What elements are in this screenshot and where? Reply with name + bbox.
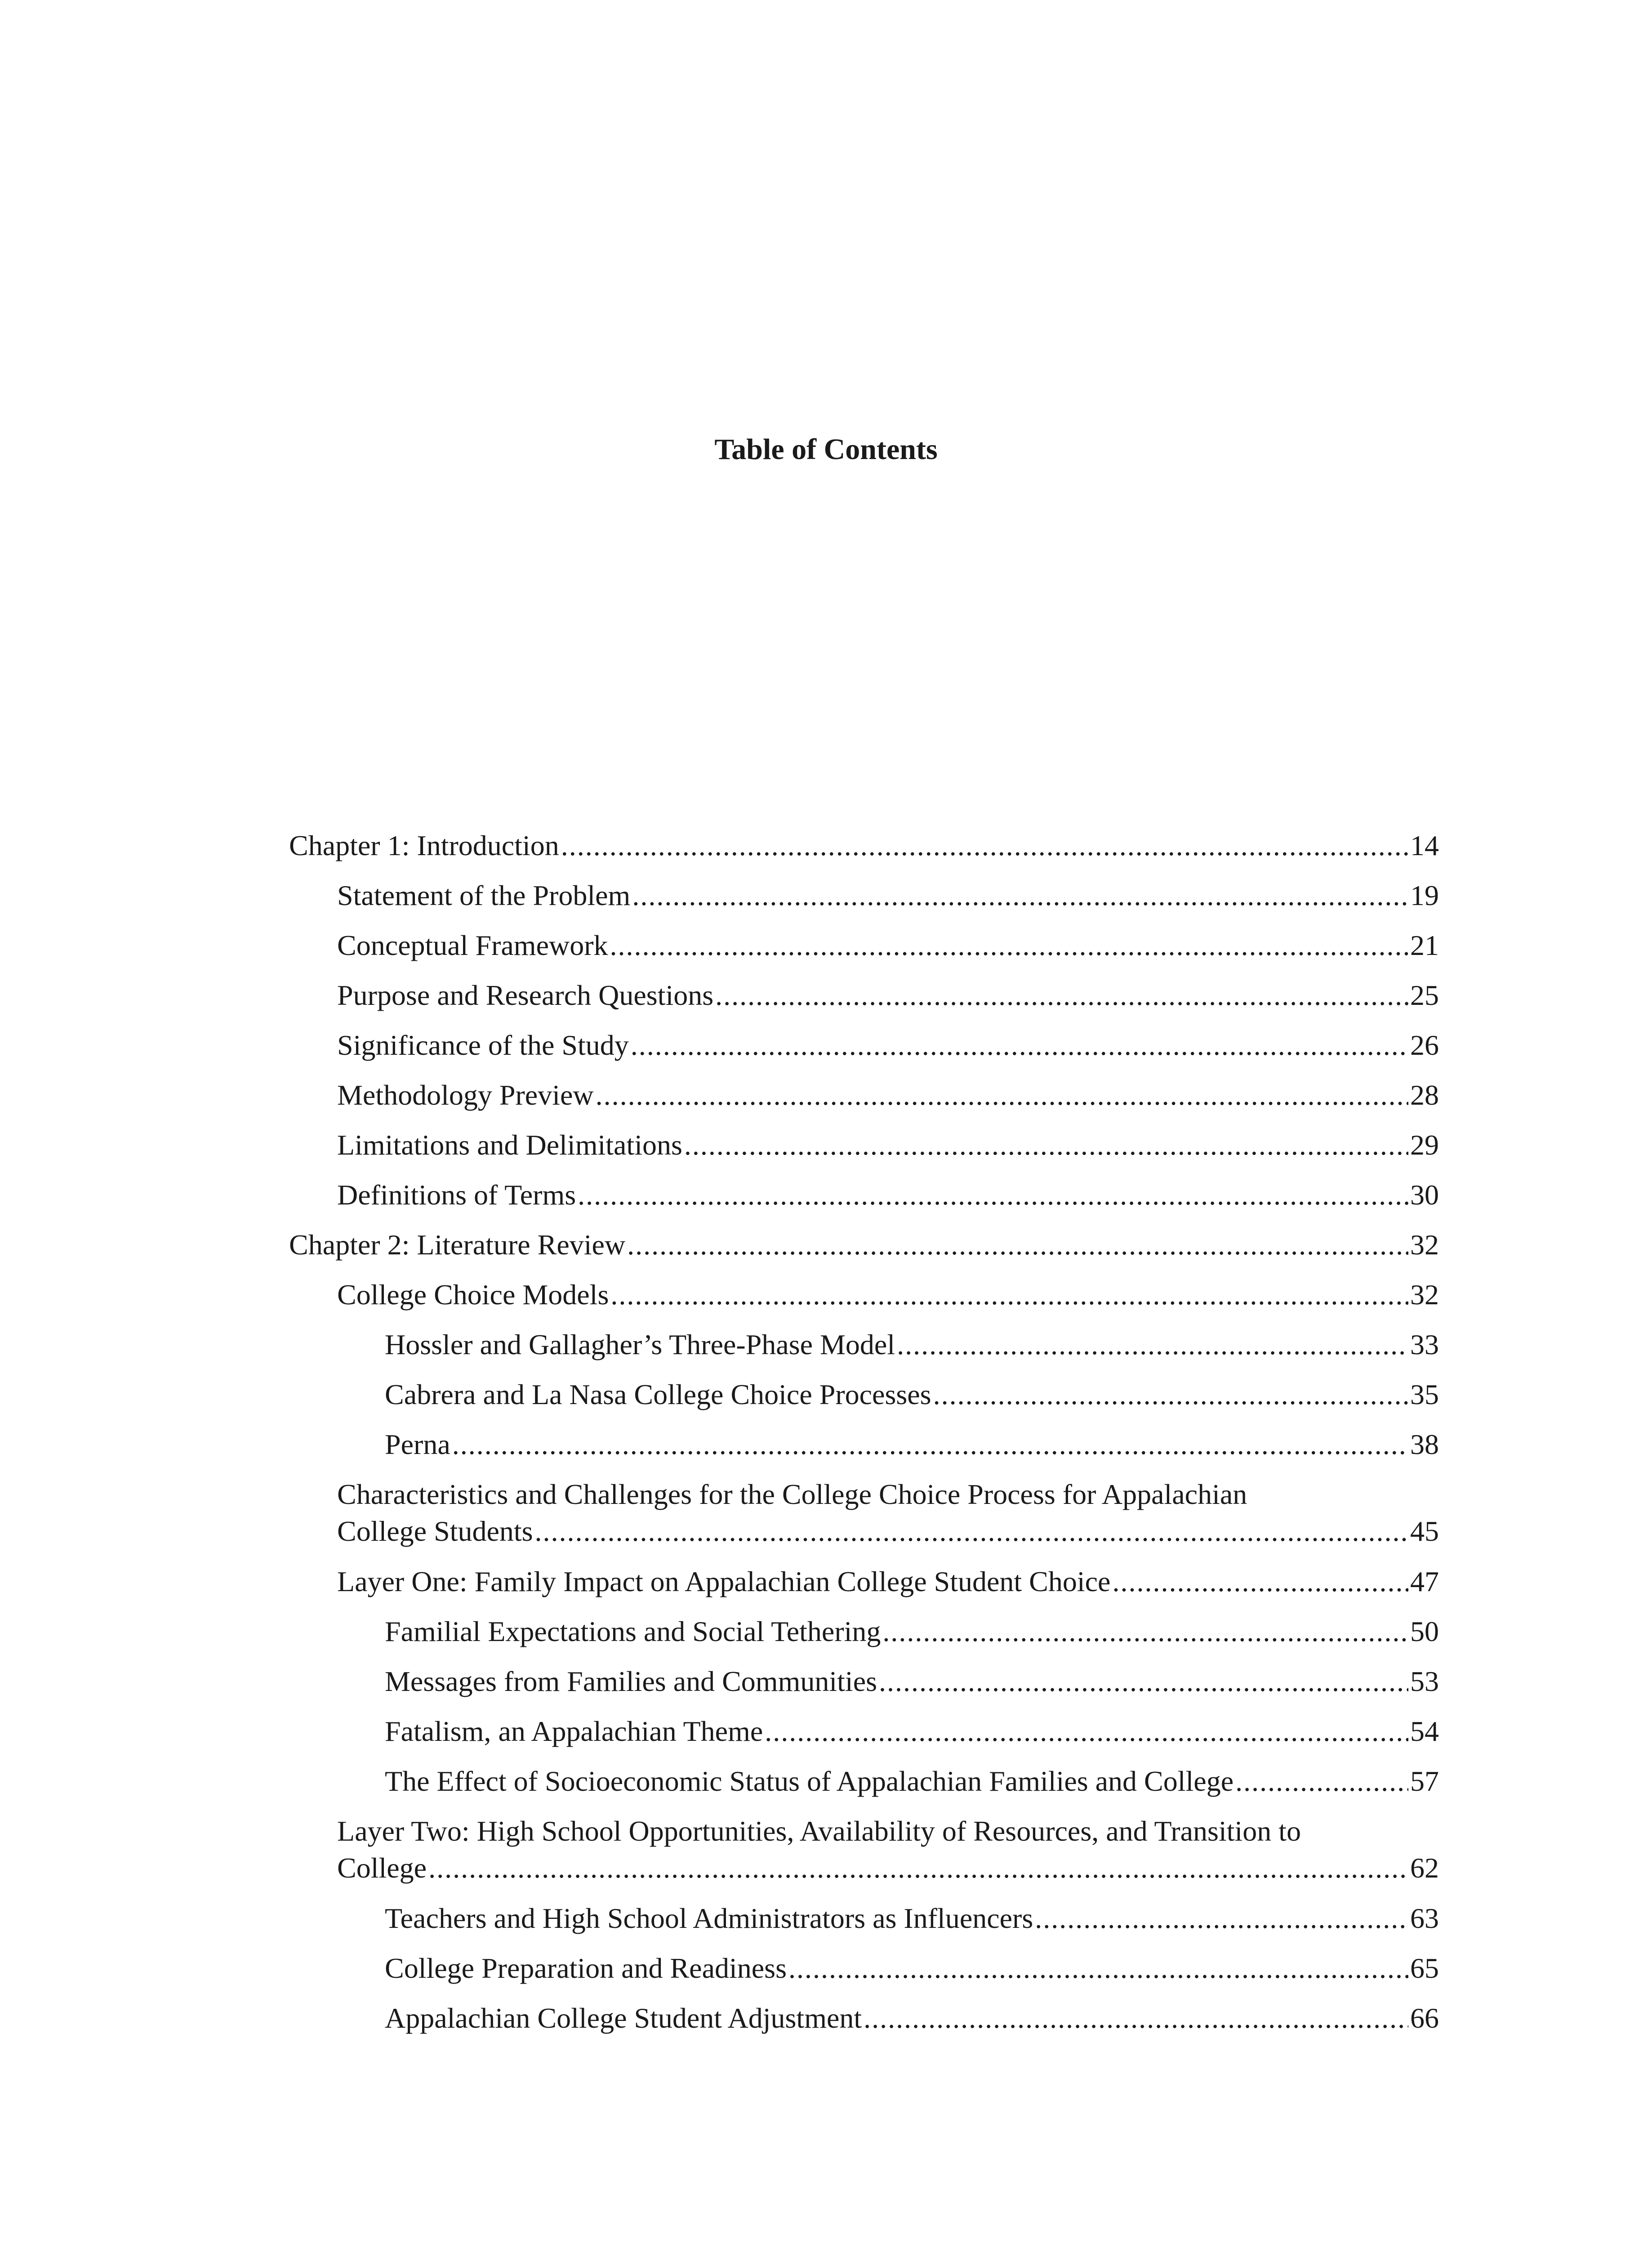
toc-entry-text: Conceptual Framework	[337, 929, 608, 961]
dot-leader	[933, 1376, 1408, 1413]
toc-entry	[289, 1227, 1439, 1263]
dot-leader	[879, 1663, 1408, 1700]
toc-entry-text: Chapter 2: Literature Review	[289, 1229, 626, 1261]
toc-page-number: 47	[1410, 1566, 1439, 1597]
toc-entry	[337, 1077, 1439, 1114]
toc-page-number: 45	[1410, 1515, 1439, 1547]
dot-leader	[864, 2000, 1408, 2037]
toc-entry	[337, 1813, 1439, 1887]
toc-page-number: 38	[1410, 1428, 1439, 1460]
toc-entry	[385, 1950, 1439, 1987]
toc-entry	[385, 2000, 1439, 2037]
toc-page-number: 35	[1410, 1378, 1439, 1410]
toc-entry-text: Chapter 1: Introduction	[289, 830, 559, 861]
dot-leader	[765, 1713, 1408, 1750]
toc-page-number: 63	[1410, 1902, 1439, 1934]
dot-leader	[428, 1850, 1408, 1887]
dot-leader	[715, 977, 1408, 1014]
toc-page-number: 50	[1410, 1615, 1439, 1647]
toc-entry-text: Teachers and High School Administrators as Influencers	[385, 1902, 1033, 1934]
dot-leader	[632, 877, 1408, 914]
toc-page-number: 32	[1410, 1229, 1439, 1261]
toc-entry	[385, 1713, 1439, 1750]
toc-entry-text: College	[337, 1852, 427, 1884]
dot-leader	[561, 827, 1408, 864]
toc-entry	[385, 1426, 1439, 1463]
dot-leader	[610, 927, 1409, 964]
toc-page-number: 19	[1410, 879, 1439, 911]
toc-entry	[337, 1476, 1439, 1550]
dot-leader	[627, 1227, 1408, 1263]
dot-leader	[452, 1426, 1408, 1463]
toc-page-number: 14	[1410, 830, 1439, 861]
toc-page-number: 33	[1410, 1329, 1439, 1360]
toc-entry-text: Definitions of Terms	[337, 1179, 576, 1211]
toc-entry-text: Limitations and Delimitations	[337, 1129, 682, 1161]
toc-entry	[337, 1127, 1439, 1164]
toc-entry-text: The Effect of Socioeconomic Status of Appalachian Families and College	[385, 1765, 1234, 1797]
toc-page-number: 53	[1410, 1665, 1439, 1697]
toc-page-number: 21	[1410, 929, 1439, 961]
dot-leader	[788, 1950, 1408, 1987]
toc-page-number: 66	[1410, 2002, 1439, 2034]
toc-entry-text: Statement of the Problem	[337, 879, 631, 911]
toc-page-number: 30	[1410, 1179, 1439, 1211]
toc-page-number: 32	[1410, 1279, 1439, 1311]
toc-entry-text: Methodology Preview	[337, 1079, 594, 1111]
dot-leader	[1235, 1763, 1408, 1800]
toc-entry	[385, 1663, 1439, 1700]
toc-page-number: 28	[1410, 1079, 1439, 1111]
toc-entry	[337, 1177, 1439, 1213]
toc-entry	[337, 927, 1439, 964]
toc-page-number: 25	[1410, 979, 1439, 1011]
toc-entry-text: Hossler and Gallagher’s Three-Phase Model	[385, 1329, 895, 1360]
toc-page-number: 57	[1410, 1765, 1439, 1797]
toc-page-number: 29	[1410, 1129, 1439, 1161]
toc-entry-text: Layer One: Family Impact on Appalachian College Student Choice	[337, 1566, 1111, 1597]
toc-entry	[337, 1027, 1439, 1064]
toc-entry-text: Fatalism, an Appalachian Theme	[385, 1715, 763, 1747]
toc-entry	[385, 1613, 1439, 1650]
toc-page-number: 65	[1410, 1952, 1439, 1984]
toc-entry-text: College Students	[337, 1515, 533, 1547]
toc-entry-text: Cabrera and La Nasa College Choice Processes	[385, 1378, 931, 1410]
dot-leader	[1035, 1900, 1408, 1937]
toc-entry-text: Perna	[385, 1428, 450, 1460]
toc-page-number: 62	[1410, 1852, 1439, 1884]
toc-entry	[289, 827, 1439, 864]
toc-entry	[385, 1376, 1439, 1413]
dot-leader	[1112, 1563, 1408, 1600]
toc-entry	[385, 1763, 1439, 1800]
toc-entry	[337, 877, 1439, 914]
dot-leader	[631, 1027, 1408, 1064]
toc-page-number: 26	[1410, 1029, 1439, 1061]
toc-entry	[385, 1900, 1439, 1937]
toc-entry-text-line1: Characteristics and Challenges for the College Choice Process for Appalachian	[337, 1478, 1247, 1510]
toc-entry-text: Appalachian College Student Adjustment	[385, 2002, 862, 2034]
toc-entry	[337, 1276, 1439, 1313]
toc-entry-text: Significance of the Study	[337, 1029, 629, 1061]
toc-entry-text: College Preparation and Readiness	[385, 1952, 787, 1984]
toc-entry-text: College Choice Models	[337, 1279, 609, 1311]
toc-entry-text: Messages from Families and Communities	[385, 1665, 877, 1697]
toc-entry	[337, 977, 1439, 1014]
dot-leader	[882, 1613, 1408, 1650]
dot-leader	[897, 1326, 1408, 1363]
toc-entry-text-line1: Layer Two: High School Opportunities, Availability of Resources, and Transition to	[337, 1815, 1301, 1847]
dot-leader	[596, 1077, 1408, 1114]
toc-entry-text: Purpose and Research Questions	[337, 979, 714, 1011]
dot-leader	[535, 1513, 1408, 1550]
dot-leader	[684, 1127, 1408, 1164]
toc-page-number: 54	[1410, 1715, 1439, 1747]
toc-entry	[385, 1326, 1439, 1363]
toc-title: Table of Contents	[714, 433, 938, 466]
dot-leader	[578, 1177, 1408, 1213]
toc-entry	[337, 1563, 1439, 1600]
dot-leader	[610, 1276, 1408, 1313]
toc-entry-text: Familial Expectations and Social Tethering	[385, 1615, 881, 1647]
